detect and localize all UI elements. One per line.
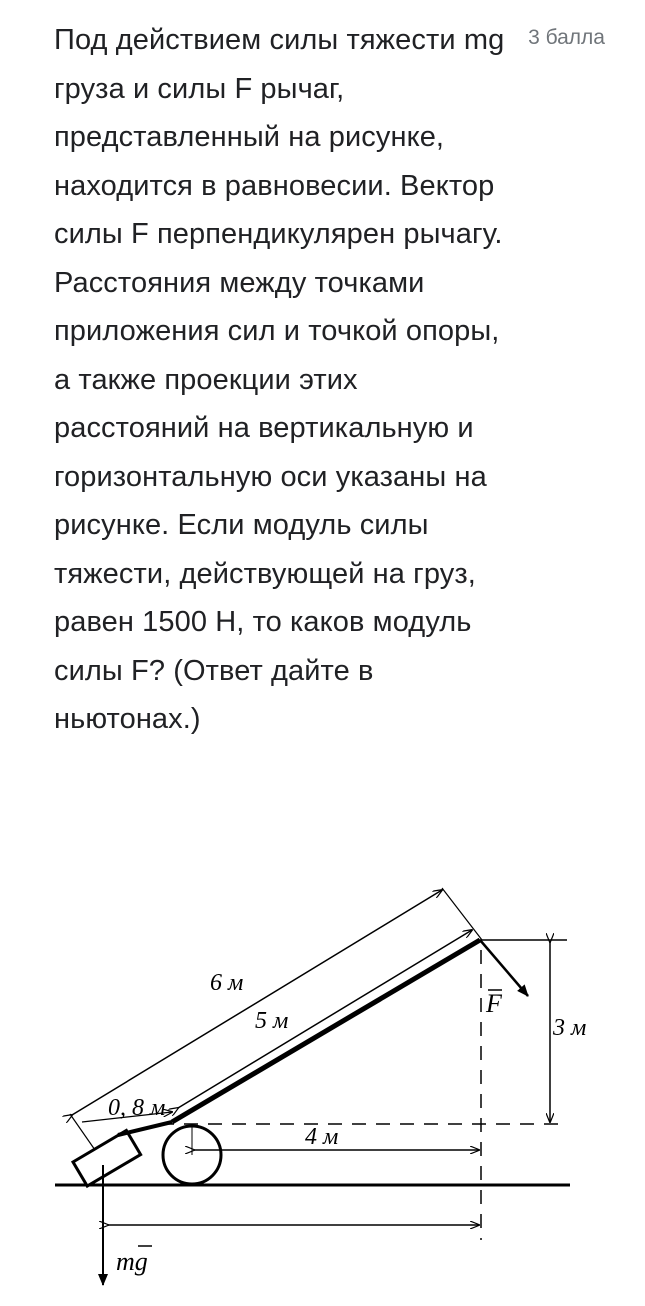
- points-label: 3 балла: [528, 26, 605, 49]
- lever: [172, 940, 480, 1122]
- lever-diagram: [0, 860, 645, 1301]
- label-08m: 0, 8 м: [108, 1095, 166, 1121]
- label-mg: mg: [116, 1247, 148, 1276]
- dimension-5m: [178, 930, 472, 1108]
- load-box: [73, 1130, 141, 1186]
- lever-extension: [118, 1122, 172, 1135]
- f-vector: [480, 940, 528, 996]
- label-5m: 5 м: [255, 1008, 289, 1034]
- question-text: Под действием силы тяжести mg груза и силы F рычаг, представленный на рисунке, находится в равновесии. Вектор силы F перпендикулярен рычагу. Расстояния между точками приложения сил и точкой опоры, а также проекции этих расстояний на вертикальную и горизонтальную оси указаны на рисунке. Если модуль силы тяжести, действующей на груз, равен 1500 Н, то каков модуль силы F? (Ответ дайте в ньютонах.): [54, 24, 505, 735]
- label-3m: 3 м: [553, 1015, 587, 1041]
- label-f: F: [486, 989, 502, 1018]
- dimension-6m: [72, 890, 442, 1115]
- label-6m: 6 м: [210, 970, 244, 996]
- label-4m: 4 м: [305, 1124, 339, 1150]
